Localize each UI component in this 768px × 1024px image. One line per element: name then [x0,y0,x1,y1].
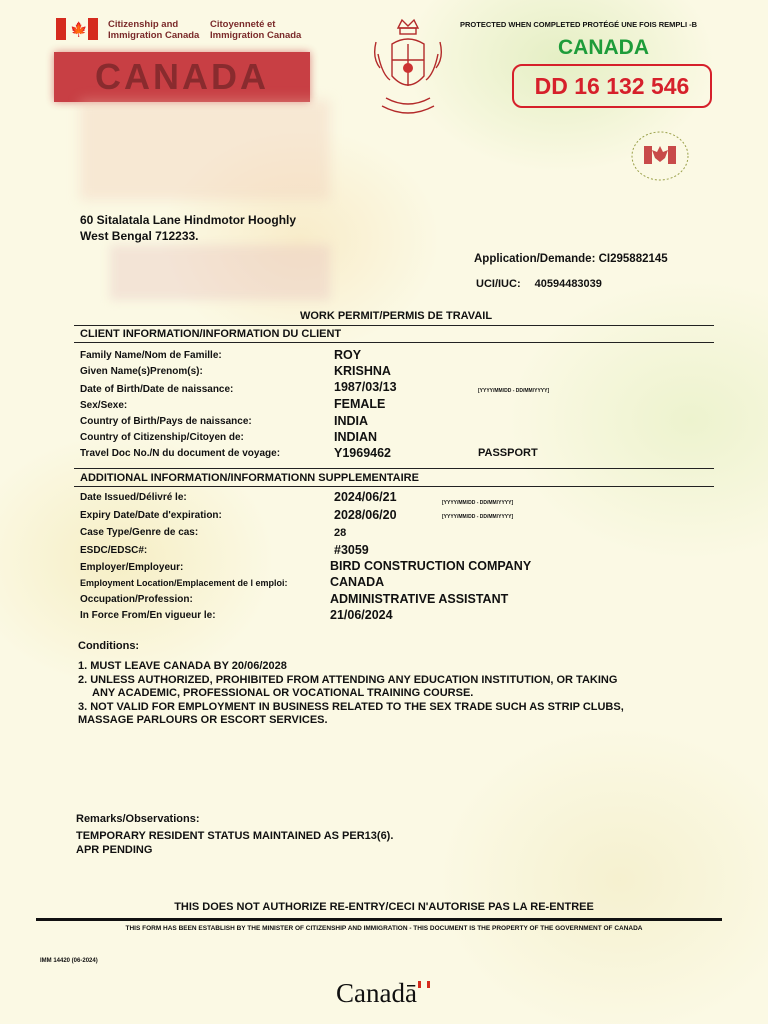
protected-notice: PROTECTED WHEN COMPLETED PROTÉGÉ UNE FOIS REMPLI -B [460,20,698,29]
ownership-disclaimer: THIS FORM HAS BEEN ESTABLISH BY THE MINISTER OF CITIZENSHIP AND IMMIGRATION - THIS DOCUMENT IS THE PROPERTY OF THE GOVERNMENT OF CANADA [125,925,643,932]
case-type-value: 28 [334,527,347,539]
condition-item: 1. MUST LEAVE CANADA BY 20/06/2028 [78,660,287,672]
canada-red-stamp: CANADA [54,52,310,102]
dob-format-hint: [YYYY/MM/DD - DD/MM/YYYY] [478,388,550,394]
divider [74,468,714,469]
redacted-photo-area [80,100,330,200]
issued-format-hint: [YYYY/MM/DD - DD/MM/YYYY] [442,500,514,506]
additional-info-heading: ADDITIONAL INFORMATION/INFORMATIONN SUPPLEMENTAIRE [80,472,419,484]
date-issued-value: 2024/06/21 [334,490,397,504]
employer-value: BIRD CONSTRUCTION COMPANY [330,559,532,573]
department-name-en: Citizenship and Immigration Canada [108,19,200,41]
department-name-fr: Citoyenneté et Immigration Canada [210,19,302,41]
citizenship-value: INDIAN [334,430,378,444]
esdc-value: #3059 [334,543,369,557]
conditions-list [78,660,678,728]
expiry-format-hint: [YYYY/MM/DD - DD/MM/YYYY] [442,514,514,520]
sex-label: Sex/Sexe: [80,400,128,411]
condition-item: MASSAGE PARLOURS OR ESCORT SERVICES. [78,714,328,726]
remarks-text: TEMPORARY RESIDENT STATUS MAINTAINED AS PER13(6). APR PENDING [76,830,394,856]
condition-item: ANY ACADEMIC, PROFESSIONAL OR VOCATIONAL TRAINING COURSE. [92,687,474,699]
occupation-value: ADMINISTRATIVE ASSISTANT [330,592,509,606]
application-number: Application/Demande: CI295882145 [474,253,668,265]
expiry-date-value: 2028/06/20 [334,508,397,522]
reentry-notice: THIS DOES NOT AUTHORIZE RE-ENTRY/CECI N'AUTORISE PAS LA RE-ENTREE [174,901,594,913]
remarks-heading: Remarks/Observations: [76,813,200,825]
security-emblem-icon [630,128,690,184]
conditions-heading: Conditions: [78,640,140,652]
uci-number: UCI/IUC: 40594483039 [476,278,602,290]
date-issued-label: Date Issued/Délivré le: [80,492,187,503]
wordmark-flag-icon [418,981,430,988]
esdc-label: ESDC/EDSC#: [80,545,148,556]
case-type-label: Case Type/Genre de cas: [80,527,199,538]
given-name-label: Given Name(s)Prenom(s): [80,366,203,377]
canada-flag-icon: 🍁 [56,18,98,40]
occupation-label: Occupation/Profession: [80,594,193,605]
client-address: 60 Sitalatala Lane Hindmotor Hooghly West Bengal 712233. [80,213,297,243]
travel-doc-value: Y1969462 [334,446,392,460]
expiry-date-label: Expiry Date/Date d'expiration: [80,510,222,521]
condition-item: 3. NOT VALID FOR EMPLOYMENT IN BUSINESS RELATED TO THE SEX TRADE SUCH AS STRIP CLUBS, [78,700,624,713]
given-name-value: KRISHNA [334,364,391,378]
dob-value: 1987/03/13 [334,380,397,394]
travel-doc-label: Travel Doc No./N du document de voyage: [80,448,281,459]
employment-location-label: Employment Location/Emplacement de l emploi: [80,578,288,588]
employer-label: Employer/Employeur: [80,562,184,573]
birth-country-value: INDIA [334,414,369,428]
divider [74,342,714,343]
client-info-heading: CLIENT INFORMATION/INFORMATION DU CLIENT [80,328,342,340]
divider [74,486,714,487]
birth-country-label: Country of Birth/Pays de naissance: [80,416,252,427]
dob-label: Date of Birth/Date de naissance: [80,384,234,395]
document-number: DD 16 132 546 [512,64,712,108]
in-force-label: In Force From/En vigueur le: [80,610,216,621]
coat-of-arms-icon [368,14,448,126]
sex-value: FEMALE [334,397,386,411]
form-number: IMM 14420 (06-2024) [40,958,98,964]
canada-wordmark: Canadā [336,978,417,1008]
footer-divider [36,918,722,921]
employment-location-value: CANADA [330,575,385,589]
in-force-value: 21/06/2024 [330,608,393,622]
redacted-signature-area [110,245,330,300]
citizenship-label: Country of Citizenship/Citoyen de: [80,432,244,443]
condition-item: 2. UNLESS AUTHORIZED, PROHIBITED FROM ATTENDING ANY EDUCATION INSTITUTION, OR TAKING [78,673,618,686]
family-name-label: Family Name/Nom de Famille: [80,350,222,361]
document-title: WORK PERMIT/PERMIS DE TRAVAIL [299,310,493,322]
country-heading: CANADA [558,36,649,59]
family-name-value: ROY [334,348,362,362]
divider [74,325,714,326]
travel-doc-type: PASSPORT [478,447,538,459]
